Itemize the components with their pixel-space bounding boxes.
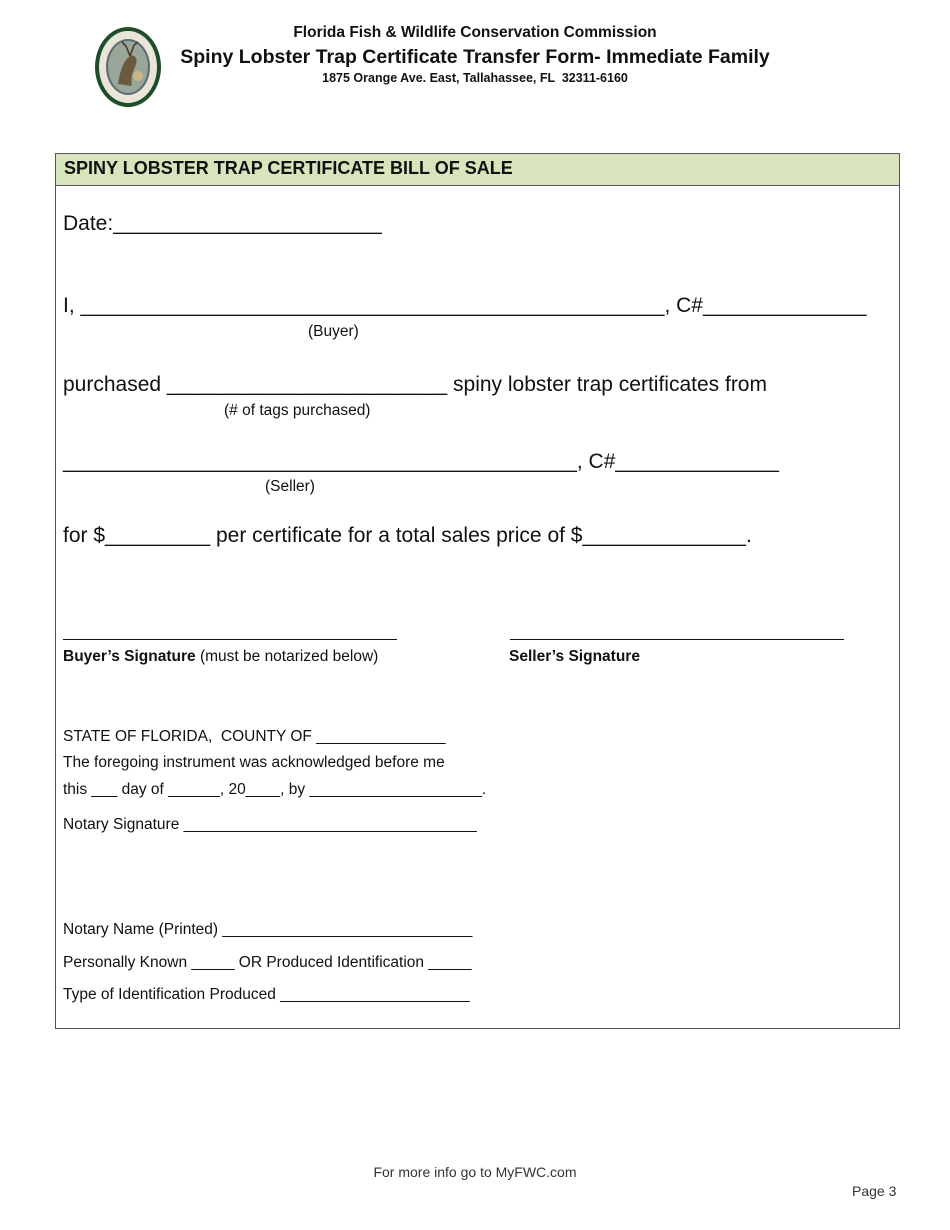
seller-signature-label: Seller’s Signature [509, 648, 640, 665]
price-field[interactable]: for $_________ per certificate for a total sales price of $______________. [63, 524, 752, 547]
identification-type-field[interactable]: Type of Identification Produced ______________________ [63, 986, 470, 1003]
notary-state-county-field[interactable]: STATE OF FLORIDA, COUNTY OF _______________ [63, 728, 446, 745]
tags-purchased-field[interactable]: purchased ________________________ spiny lobster trap certificates from [63, 373, 767, 396]
agency-name: Florida Fish & Wildlife Conservation Commission [293, 24, 657, 41]
seller-name-field[interactable]: ____________________________________________, C#______________ [63, 450, 779, 473]
seller-caption: (Seller) [265, 478, 315, 495]
bill-of-sale-form [55, 153, 900, 1029]
notary-signature-field[interactable]: Notary Signature __________________________________ [63, 816, 477, 833]
footer-info: For more info go to MyFWC.com [373, 1164, 577, 1180]
buyer-signature-note: (must be notarized below) [195, 648, 379, 665]
tags-caption: (# of tags purchased) [224, 402, 371, 419]
buyer-signature-bold: Buyer’s Signature [63, 648, 196, 665]
section-header-bar [56, 154, 899, 186]
form-title: Spiny Lobster Trap Certificate Transfer Form- Immediate Family [180, 46, 770, 68]
page-number: Page 3 [852, 1183, 897, 1199]
buyer-caption: (Buyer) [308, 323, 359, 340]
notary-day-field[interactable]: this ___ day of ______, 20____, by ____________________. [63, 781, 487, 798]
notary-acknowledgement: The foregoing instrument was acknowledged before me [63, 754, 445, 771]
date-field[interactable]: Date:_______________________ [63, 212, 382, 235]
section-title: SPINY LOBSTER TRAP CERTIFICATE BILL OF SALE [64, 158, 513, 178]
buyer-name-field[interactable]: I, __________________________________________________, C#______________ [63, 294, 867, 317]
identification-choice-field[interactable]: Personally Known _____ OR Produced Identification _____ [63, 954, 472, 971]
notary-name-field[interactable]: Notary Name (Printed) _____________________________ [63, 921, 473, 938]
buyer-signature-line[interactable] [63, 639, 397, 640]
buyer-signature-label [63, 648, 378, 666]
agency-address: 1875 Orange Ave. East, Tallahassee, FL 32311-6160 [322, 71, 628, 85]
seller-signature-line[interactable] [510, 639, 844, 640]
